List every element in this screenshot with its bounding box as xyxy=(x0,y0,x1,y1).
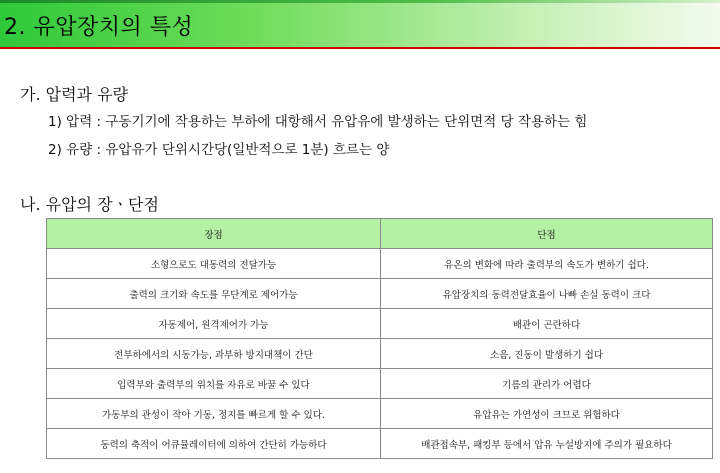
title-bar xyxy=(0,0,720,48)
table-row xyxy=(47,369,713,399)
table-row xyxy=(47,249,713,279)
table-row xyxy=(47,279,713,309)
pros-cell: 출력의 크기와 속도를 무단계로 제어가능 xyxy=(47,279,381,309)
pros-cell: 가동부의 관성이 작아 기동, 정지를 빠르게 할 수 있다. xyxy=(47,399,381,429)
cons-cell: 유압장치의 동력전달효율이 나빠 손실 동력이 크다 xyxy=(381,279,713,309)
cons-cell: 유온의 변화에 따라 출력부의 속도가 변하기 쉽다. xyxy=(381,249,713,279)
cons-cell: 유압유는 가연성이 크므로 위험하다 xyxy=(381,399,713,429)
header-pros: 장점 xyxy=(47,219,381,249)
section-a-heading: 가. 압력과 유량 xyxy=(20,85,128,104)
pros-cell: 자동제어, 원격제어가 가능 xyxy=(47,309,381,339)
table-row xyxy=(47,339,713,369)
cons-cell: 배관이 곤란하다 xyxy=(381,309,713,339)
pros-cons-table xyxy=(46,218,713,459)
section-b-heading: 나. 유압의 장ㆍ단점 xyxy=(20,195,159,214)
table-row xyxy=(47,399,713,429)
table-row xyxy=(47,429,713,459)
section-a-item-2: 2) 유량 : 유압유가 단위시간당(일반적으로 1분) 흐르는 양 xyxy=(48,142,390,158)
cons-cell: 배관접속부, 패킹부 등에서 압유 누설방지에 주의가 필요하다 xyxy=(381,429,713,459)
title-top-line xyxy=(0,0,720,3)
table-header-row xyxy=(47,219,713,249)
cons-cell: 소음, 진동이 발생하기 쉽다 xyxy=(381,339,713,369)
title-underline xyxy=(0,47,720,49)
pros-cell: 입력부와 출력부의 위치를 자유로 바꿀 수 있다 xyxy=(47,369,381,399)
header-cons: 단점 xyxy=(381,219,713,249)
pros-cell: 소형으로도 대동력의 전달가능 xyxy=(47,249,381,279)
cons-cell: 기름의 관리가 어렵다 xyxy=(381,369,713,399)
table-row xyxy=(47,309,713,339)
pros-cell: 동력의 축적이 어큐뮬레이터에 의하여 간단히 가능하다 xyxy=(47,429,381,459)
section-a-item-1: 1) 압력 : 구동기기에 작용하는 부하에 대항해서 유압유에 발생하는 단위면적 당 작용하는 힘 xyxy=(48,114,588,130)
pros-cell: 전부하에서의 시동가능, 과부하 방지대책이 간단 xyxy=(47,339,381,369)
page-title: 2. 유압장치의 특성 xyxy=(4,15,194,40)
